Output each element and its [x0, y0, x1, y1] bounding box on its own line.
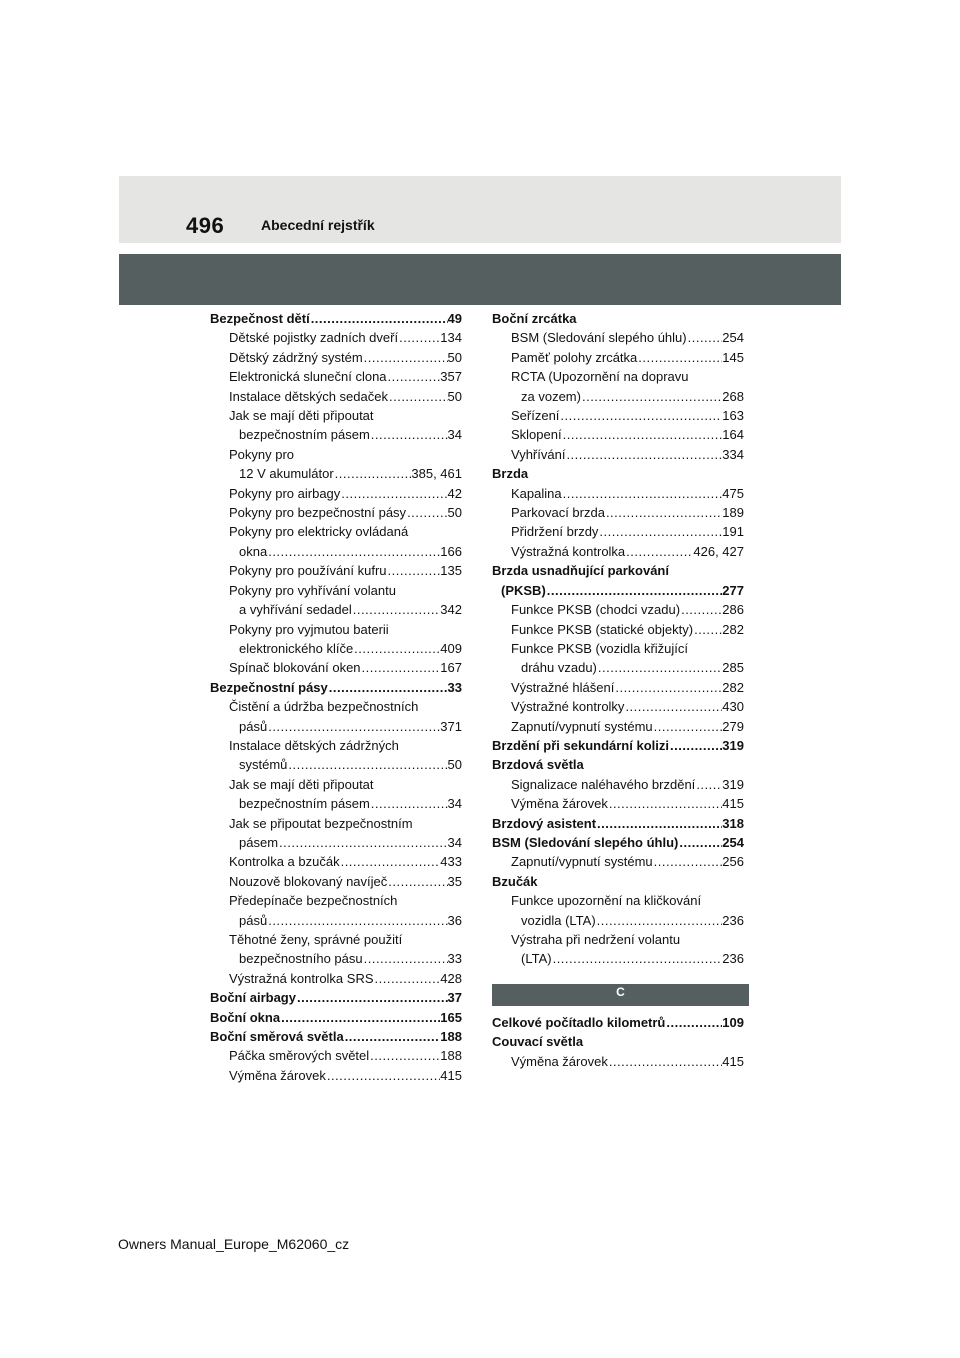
- index-entry-page: 50: [447, 349, 462, 365]
- index-entry: [210, 600, 462, 619]
- index-entry: [492, 852, 744, 871]
- index-subentry-text: Funkce PKSB (vozidla křižující: [511, 640, 689, 656]
- index-entry-page: 189: [722, 505, 744, 521]
- index-subentry-text: Těhotné ženy, správné použití: [229, 932, 403, 947]
- index-entry-page: 475: [722, 485, 744, 501]
- index-entry-page: 433: [440, 854, 462, 870]
- index-entry: [210, 794, 462, 813]
- section-letter-bar: [492, 984, 749, 1006]
- index-entry: [492, 484, 744, 503]
- index-entry-page: 415: [722, 796, 744, 812]
- index-entry-text: Zapnutí/vypnutí systému: [511, 854, 653, 870]
- index-entry-text: bezpečnostním pásem: [239, 796, 370, 812]
- dot-leader: [695, 775, 722, 794]
- dot-leader: [340, 852, 441, 871]
- index-entry: [492, 425, 744, 444]
- dot-leader: [387, 367, 441, 386]
- dot-leader: [361, 658, 441, 677]
- index-entry: [210, 367, 462, 386]
- index-entry: [210, 911, 462, 930]
- index-entry-text: za vozem): [521, 388, 581, 404]
- index-entry-text: a vyhřívání sedadel: [239, 602, 352, 618]
- index-entry-text: Výstražné hlášení: [511, 679, 615, 695]
- index-subentry-text: Výstraha při nedržení volantu: [511, 932, 681, 947]
- dot-leader: [370, 794, 448, 813]
- section-letter: C: [616, 985, 625, 999]
- index-entry-page: 319: [722, 776, 744, 792]
- index-subentry-text: Funkce upozornění na kličkování: [511, 893, 702, 909]
- index-entry: [210, 755, 462, 774]
- index-entry: [210, 328, 462, 347]
- dot-leader: [653, 852, 723, 871]
- dot-leader: [370, 425, 448, 444]
- index-entry-text: Výstražné kontrolky: [511, 699, 625, 715]
- index-subentry-text: Jak se mají děti připoutat: [229, 776, 374, 792]
- dot-leader: [559, 406, 722, 425]
- dot-leader: [374, 969, 441, 988]
- index-entry-page: 188: [440, 1048, 462, 1064]
- index-entry-text: bezpečnostního pásu: [239, 951, 363, 967]
- dot-leader: [680, 600, 722, 619]
- index-entry: [492, 581, 744, 600]
- index-column-left: [210, 309, 462, 1085]
- index-entry-page: 268: [722, 388, 744, 404]
- dot-leader: [608, 1052, 722, 1071]
- index-entry-text: Spínač blokování oken: [229, 660, 361, 676]
- index-entry: [210, 969, 462, 988]
- index-entry-page: 385, 461: [411, 466, 462, 482]
- dot-leader: [581, 387, 722, 406]
- index-entry: [210, 1027, 462, 1046]
- index-entry-text: Boční okna: [210, 1009, 281, 1025]
- dot-leader: [296, 988, 448, 1007]
- dot-leader: [352, 600, 441, 619]
- index-subentry-text: Pokyny pro vyhřívání volantu: [229, 582, 396, 598]
- index-entry: [210, 833, 462, 852]
- dot-leader: [267, 911, 447, 930]
- index-entry: [210, 387, 462, 406]
- dot-leader: [546, 581, 723, 600]
- index-entry-page: 430: [722, 699, 744, 715]
- index-subentry-text: Jak se mají děti připoutat: [229, 408, 374, 424]
- index-entry-page: 34: [447, 834, 462, 850]
- dot-leader: [406, 503, 447, 522]
- index-entry-page: 428: [440, 970, 462, 986]
- index-entry: [492, 833, 744, 852]
- index-entry-text: BSM (Sledování slepého úhlu): [511, 330, 687, 346]
- dot-leader: [353, 639, 440, 658]
- dot-leader: [562, 484, 723, 503]
- index-entry-page: 165: [440, 1009, 462, 1025]
- index-entry: [210, 872, 462, 891]
- dot-leader: [678, 833, 722, 852]
- index-entry-page: 42: [447, 485, 462, 501]
- index-entry-text: Kontrolka a bzučák: [229, 854, 340, 870]
- index-entry: [210, 464, 462, 483]
- index-entry-page: 37: [447, 990, 462, 1006]
- dot-leader: [267, 542, 440, 561]
- dot-leader: [693, 620, 722, 639]
- index-entry-page: 254: [722, 330, 744, 346]
- index-entry: [492, 1052, 744, 1071]
- index-entry-text: dráhu vzadu): [521, 660, 597, 676]
- index-entry: [492, 911, 744, 930]
- index-entry-page: 256: [722, 854, 744, 870]
- index-entry: [492, 736, 744, 755]
- page-number: 496: [186, 213, 225, 238]
- index-entry-page: 188: [440, 1029, 462, 1045]
- index-entry: [210, 852, 462, 871]
- index-entry: [492, 503, 744, 522]
- index-entry-text: Páčka směrových světel: [229, 1048, 370, 1064]
- index-heading: Brzdová světla: [492, 757, 584, 773]
- index-entry: [492, 697, 744, 716]
- index-entry-text: Boční směrová světla: [210, 1029, 344, 1045]
- index-heading: Brzda: [492, 466, 529, 482]
- dot-leader: [596, 911, 723, 930]
- index-entry-page: 191: [722, 524, 744, 540]
- index-entry-page: 426, 427: [693, 543, 744, 559]
- index-entry: [492, 348, 744, 367]
- index-entry: [210, 484, 462, 503]
- index-entry-text: (LTA): [521, 951, 552, 967]
- index-entry-page: 236: [722, 912, 744, 928]
- index-entry-page: 164: [722, 427, 744, 443]
- index-entry-text: Brzdový asistent: [492, 815, 597, 831]
- index-entry-text: Parkovací brzda: [511, 505, 605, 521]
- dot-leader: [369, 1046, 440, 1065]
- index-entry: [492, 717, 744, 736]
- index-entry-text: Výstražná kontrolka: [511, 543, 626, 559]
- dot-leader: [605, 503, 722, 522]
- dot-leader: [328, 678, 448, 697]
- index-entry-page: 135: [440, 563, 462, 579]
- index-entry-text: bezpečnostním pásem: [239, 427, 370, 443]
- index-entry-text: Signalizace naléhavého brzdění: [511, 776, 696, 792]
- index-entry-page: 282: [722, 621, 744, 637]
- index-entry-page: 318: [722, 815, 744, 831]
- dot-leader: [388, 387, 448, 406]
- index-entry-text: Brzdění při sekundární kolizi: [492, 737, 669, 753]
- index-entry-text: Nouzově blokovaný navíječ: [229, 873, 388, 889]
- index-entry-page: 36: [447, 912, 462, 928]
- index-entry-page: 50: [447, 505, 462, 521]
- index-entry-text: Sklopení: [511, 427, 562, 443]
- index-entry-page: 357: [440, 369, 462, 385]
- dot-leader: [637, 348, 722, 367]
- index-entry-page: 50: [447, 388, 462, 404]
- index-entry-page: 34: [447, 796, 462, 812]
- index-entry-text: Pokyny pro bezpečnostní pásy: [229, 505, 407, 521]
- index-entry-page: 334: [722, 446, 744, 462]
- index-entry-page: 319: [722, 737, 744, 753]
- index-entry-page: 282: [722, 679, 744, 695]
- index-entry-text: BSM (Sledování slepého úhlu): [492, 834, 679, 850]
- index-entry-page: 279: [722, 718, 744, 734]
- index-entry-text: Boční airbagy: [210, 990, 296, 1006]
- index-entry-text: Přidržení brzdy: [511, 524, 599, 540]
- dot-leader: [287, 755, 447, 774]
- index-entry: [492, 328, 744, 347]
- dot-leader: [310, 309, 448, 328]
- dot-leader: [562, 425, 723, 444]
- dot-leader: [598, 522, 722, 541]
- dot-leader: [340, 484, 447, 503]
- index-entry-text: pásů: [239, 718, 268, 734]
- index-entry: [492, 678, 744, 697]
- index-entry-page: 145: [722, 349, 744, 365]
- index-entry-text: Paměť polohy zrcátka: [511, 349, 638, 365]
- dot-leader: [326, 1066, 440, 1085]
- index-section-c: [492, 1013, 744, 1071]
- index-subentry-text: Jak se připoutat bezpečnostním: [229, 815, 413, 831]
- index-entry-text: Celkové počítadlo kilometrů: [492, 1015, 666, 1030]
- index-subentry-text: Pokyny pro elektricky ovládaná: [229, 524, 409, 540]
- index-entry-text: Bezpečnost dětí: [210, 311, 310, 326]
- index-entry: [492, 794, 744, 813]
- index-entry-page: 277: [722, 582, 744, 598]
- index-entry-page: 34: [447, 427, 462, 443]
- index-entry: [210, 717, 462, 736]
- index-entry: [210, 639, 462, 658]
- dot-leader: [280, 1008, 440, 1027]
- index-entry-text: (PKSB): [501, 582, 546, 598]
- index-entry-text: Výměna žárovek: [229, 1067, 326, 1083]
- index-entry: [210, 561, 462, 580]
- index-entry: [210, 542, 462, 561]
- dot-leader: [552, 949, 723, 968]
- index-entry-page: 109: [722, 1015, 744, 1030]
- dot-leader: [665, 1013, 722, 1032]
- index-entry: [210, 425, 462, 444]
- index-entry-text: Instalace dětských sedaček: [229, 388, 388, 404]
- dot-leader: [687, 328, 723, 347]
- index-entry-page: 35: [447, 873, 462, 889]
- index-entry: [210, 1046, 462, 1065]
- index-entry-page: 342: [440, 602, 462, 618]
- index-entry: [492, 620, 744, 639]
- index-entry-text: Kapalina: [511, 485, 562, 501]
- index-entry-text: Funkce PKSB (chodci vzadu): [511, 602, 681, 618]
- index-entry-page: 49: [447, 311, 462, 326]
- dot-leader: [625, 542, 693, 561]
- index-entry-page: 167: [440, 660, 462, 676]
- index-entry-text: systémů: [239, 757, 288, 773]
- dot-leader: [398, 328, 440, 347]
- index-entry-page: 236: [722, 951, 744, 967]
- index-entry: [210, 658, 462, 677]
- index-entry-text: pásů: [239, 912, 268, 928]
- index-entry: [210, 309, 462, 328]
- index-entry-text: Zapnutí/vypnutí systému: [511, 718, 653, 734]
- section-title: Abecední rejstřík: [261, 217, 375, 233]
- index-entry: [492, 387, 744, 406]
- index-entry-text: Výstražná kontrolka SRS: [229, 970, 374, 986]
- index-entry-text: elektronického klíče: [239, 640, 354, 656]
- header-dark-band: [119, 254, 841, 305]
- index-entry-text: Seřízení: [511, 408, 560, 424]
- index-entry-text: Výměna žárovek: [511, 1053, 608, 1069]
- index-entry-text: Dětský zádržný systém: [229, 349, 363, 365]
- index-entry-page: 371: [440, 718, 462, 734]
- index-entry-text: vozidla (LTA): [521, 912, 596, 928]
- index-entry-page: 409: [440, 640, 462, 656]
- index-entry-text: Elektronická sluneční clona: [229, 369, 387, 385]
- index-subentry-text: Čistění a údržba bezpečnostních: [229, 699, 419, 715]
- index-entry-page: 286: [722, 602, 744, 618]
- dot-leader: [334, 464, 412, 483]
- dot-leader: [387, 872, 447, 891]
- dot-leader: [596, 814, 722, 833]
- header-band: [119, 176, 841, 243]
- footer-doc-id: Owners Manual_Europe_M62060_cz: [118, 1236, 350, 1252]
- index-entry: [492, 522, 744, 541]
- index-entry: [210, 1066, 462, 1085]
- index-entry-text: okna: [239, 543, 268, 559]
- index-entry: [492, 406, 744, 425]
- dot-leader: [363, 348, 448, 367]
- index-entry: [492, 542, 744, 561]
- dot-leader: [267, 717, 440, 736]
- index-entry: [492, 445, 744, 464]
- index-entry-text: Výměna žárovek: [511, 796, 608, 812]
- index-entry-page: 163: [722, 408, 744, 424]
- index-heading: Couvací světla: [492, 1034, 584, 1050]
- index-entry: [492, 658, 744, 677]
- index-entry: [492, 1013, 744, 1032]
- index-subentry-text: Pokyny pro: [229, 446, 295, 462]
- dot-leader: [597, 658, 722, 677]
- index-entry-text: Funkce PKSB (statické objekty): [511, 621, 694, 637]
- index-entry-page: 415: [440, 1067, 462, 1083]
- index-entry: [492, 949, 744, 968]
- index-subentry-text: Instalace dětských zádržných: [229, 737, 399, 753]
- index-entry-text: Pokyny pro airbagy: [229, 485, 341, 501]
- index-heading: Brzda usnadňující parkování: [492, 563, 669, 579]
- dot-leader: [565, 445, 722, 464]
- index-entry-text: pásem: [239, 834, 279, 850]
- index-subentry-text: RCTA (Upozornění na dopravu: [511, 369, 689, 385]
- index-entry-page: 50: [447, 757, 462, 773]
- index-entry: [210, 678, 462, 697]
- index-entry-page: 166: [440, 543, 462, 559]
- dot-leader: [614, 678, 722, 697]
- index-entry: [210, 988, 462, 1007]
- index-entry-page: 33: [447, 951, 462, 967]
- index-entry: [492, 814, 744, 833]
- dot-leader: [387, 561, 441, 580]
- index-entry: [210, 949, 462, 968]
- dot-leader: [278, 833, 448, 852]
- index-entry: [210, 503, 462, 522]
- dot-leader: [608, 794, 722, 813]
- index-column-right: [492, 309, 744, 969]
- dot-leader: [363, 949, 448, 968]
- index-entry-text: Bezpečnostní pásy: [210, 679, 328, 695]
- index-entry: [492, 600, 744, 619]
- index-entry: [210, 348, 462, 367]
- dot-leader: [669, 736, 722, 755]
- index-entry-text: 12 V akumulátor: [239, 466, 334, 482]
- index-subentry-text: Pokyny pro vyjmutou baterii: [229, 621, 389, 637]
- dot-leader: [344, 1027, 441, 1046]
- dot-leader: [653, 717, 723, 736]
- index-entry-text: Vyhřívání: [511, 446, 566, 462]
- index-heading: Bzučák: [492, 873, 538, 889]
- index-heading: Boční zrcátka: [492, 311, 577, 326]
- index-entry-page: 415: [722, 1053, 744, 1069]
- index-subentry-text: Předepínače bezpečnostních: [229, 893, 398, 909]
- index-entry-page: 285: [722, 660, 744, 676]
- index-entry: [210, 1008, 462, 1027]
- index-entry-page: 33: [447, 679, 462, 695]
- index-entry: [492, 775, 744, 794]
- index-entry-page: 254: [722, 834, 744, 850]
- dot-leader: [624, 697, 722, 716]
- index-entry-text: Dětské pojistky zadních dveří: [229, 330, 399, 346]
- index-entry-text: Pokyny pro používání kufru: [229, 563, 387, 579]
- index-entry-page: 134: [440, 330, 462, 346]
